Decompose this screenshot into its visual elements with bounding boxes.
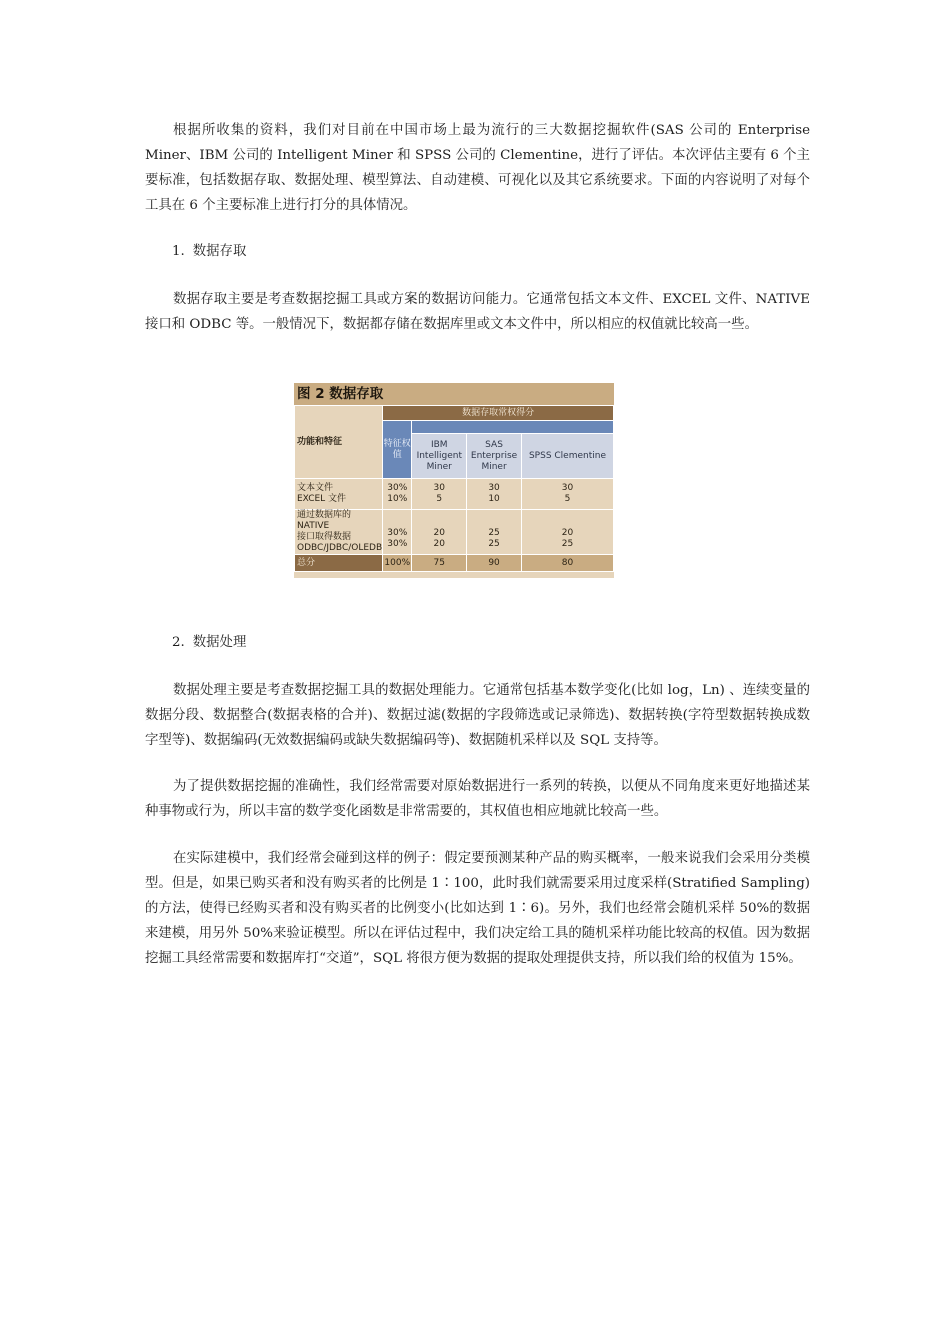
section-2-paragraph-3: 在实际建模中，我们经常会碰到这样的例子：假定要预测某种产品的购买概率，一般来说我们会采用分类模型。但是，如果已购买者和没有购买者的比例是 1∶100，此时我们就需要采用过度采样(Stratified Sampling)的方法，使得已经购买者和没有购买者的比例变小(比如达到 1∶6)。另外，我们也经常会随机采样 50%的数据来建模，用另外 50%来验证模型。所以在评估过程中，我们决定给工具的随机采样功能比较高的权值。因为数据挖掘工具经常需要和数据库打“交道”，SQL 将很方便为数据的提取处理提供支持，所以我们给的权值为 15%。 bbox=[145, 851, 810, 966]
weight-cell: 30% 30% bbox=[383, 510, 412, 555]
tool-header-sas: SAS Enterprise Miner bbox=[467, 434, 522, 479]
score-cell-spss: 30 5 bbox=[521, 479, 613, 510]
score-cell-ibm: 30 5 bbox=[412, 479, 467, 510]
group-header: 数据存取常权得分 bbox=[383, 406, 614, 421]
data-access-figure bbox=[294, 383, 614, 578]
intro-paragraph: 根据所收集的资料，我们对目前在中国市场上最为流行的三大数据挖掘软件(SAS 公司的 Enterprise Miner、IBM 公司的 Intelligent Miner 和 SPSS 公司的 Clementine，进行了评估。本次评估主要有 6 个主要标准，包括数据存取、数据处理、模型算法、自动建模、可视化以及其它系统要求。下面的内容说明了对每个工具在 6 个主要标准上进行打分的具体情况。 bbox=[145, 123, 810, 213]
score-cell-sas: 30 10 bbox=[467, 479, 522, 510]
section-1-number: 1. bbox=[172, 244, 185, 259]
section-1-heading bbox=[172, 242, 254, 262]
section-2-title: 数据处理 bbox=[192, 635, 247, 650]
weight-header: 特征权值 bbox=[383, 421, 412, 479]
total-label: 总分 bbox=[295, 555, 383, 572]
feature-cell: 文本文件 EXCEL 文件 bbox=[295, 479, 383, 510]
score-cell-ibm: 20 20 bbox=[412, 510, 467, 555]
total-score-ibm: 75 bbox=[412, 555, 467, 572]
section-2-heading bbox=[172, 633, 254, 653]
tool-header-spss: SPSS Clementine bbox=[521, 434, 613, 479]
figure-title: 图 2 数据存取 bbox=[294, 383, 614, 405]
feature-cell: 通过数据库的NATIVE 接口取得数据 ODBC/JDBC/OLEDB bbox=[295, 510, 383, 555]
score-table bbox=[294, 405, 614, 572]
section-2-number: 2. bbox=[172, 635, 185, 650]
score-cell-spss: 20 25 bbox=[521, 510, 613, 555]
tool-header-ibm: IBM Intelligent Miner bbox=[412, 434, 467, 479]
feature-header: 功能和特征 bbox=[295, 406, 383, 479]
section-2-paragraph-2: 为了提供数据挖掘的准确性，我们经常需要对原始数据进行一系列的转换，以便从不同角度来更好地描述某种事物或行为，所以丰富的数学变化函数是非常需要的，其权值也相应地就比较高一些。 bbox=[145, 779, 810, 819]
section-2-paragraph-1: 数据处理主要是考查数据挖掘工具的数据处理能力。它通常包括基本数学变化(比如 log，Ln) 、连续变量的数据分段、数据整合(数据表格的合并)、数据过滤(数据的字段筛选或记录筛选)、数据转换(字符型数据转换成数字型等)、数据编码(无效数据编码或缺失数据编码等)、数据随机采样以及 SQL 支持等。 bbox=[145, 683, 810, 748]
weight-cell: 30% 10% bbox=[383, 479, 412, 510]
score-cell-sas: 25 25 bbox=[467, 510, 522, 555]
total-score-sas: 90 bbox=[467, 555, 522, 572]
total-score-spss: 80 bbox=[521, 555, 613, 572]
header-band bbox=[412, 421, 614, 434]
section-1-title: 数据存取 bbox=[192, 244, 247, 259]
total-weight: 100% bbox=[383, 555, 412, 572]
section-1-paragraph: 数据存取主要是考查数据挖掘工具或方案的数据访问能力。它通常包括文本文件、EXCEL 文件、NATIVE 接口和 ODBC 等。一般情况下，数据都存储在数据库里或文本文件中，所以相应的权值就比较高一些。 bbox=[145, 292, 810, 332]
